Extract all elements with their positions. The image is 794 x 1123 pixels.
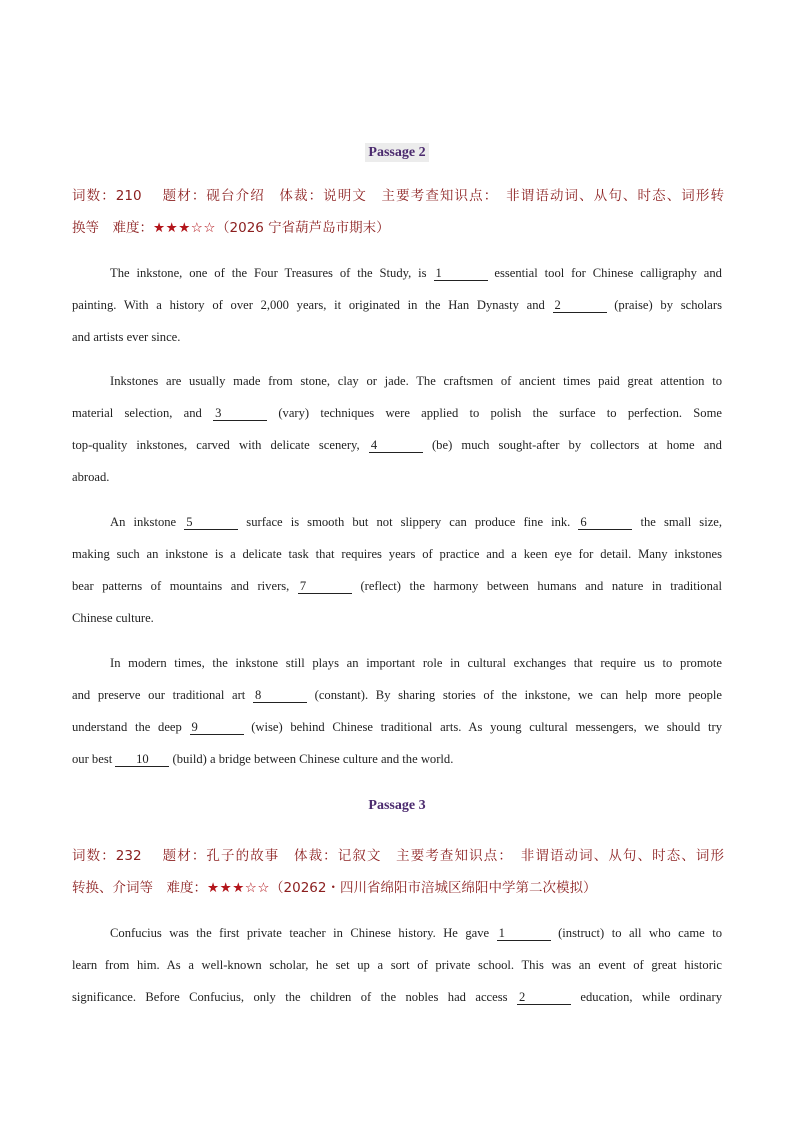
passage2-meta-line1: 词数：210 题材：砚台介绍 体裁：说明文 主要考查知识点： 非谓语动词、从句、时态、词形转	[72, 188, 724, 204]
passage3-meta-line1: 词数：232 题材：孔子的故事 体裁：记叙文 主要考查知识点： 非谓语动词、从句、时态、词形	[72, 848, 724, 864]
source-note: （20262・四川省绵阳市涪城区绵阳中学第二次模拟）	[270, 880, 597, 896]
passage3-meta-line2: 转换、介词等 难度：★★★☆☆（20262・四川省绵阳市涪城区绵阳中学第二次模拟）	[72, 880, 597, 896]
blank-3[interactable]: 3	[213, 406, 267, 421]
passage2-meta-line2: 换等 难度：★★★☆☆（2026 宁省葫芦岛市期末）	[72, 220, 390, 236]
passage2-paragraph-4: In modern times, the inkstone still plays an important role in cultural exchanges that require us to promote and preserve our traditional art 8 (constant). By sharing stories of the inkstone, we can help more people understand the deep 9 (wise) behind Chinese traditional arts. As young cultural messengers, we should try our best 10 (build) a bridge between Chinese culture and the world.	[72, 656, 723, 766]
source-note: （2026 宁省葫芦岛市期末）	[216, 220, 390, 236]
blank-7[interactable]: 7	[298, 579, 352, 594]
blank-2[interactable]: 2	[517, 990, 571, 1005]
difficulty-stars: ★★★☆☆	[207, 880, 271, 896]
passage2-paragraph-3: An inkstone 5 surface is smooth but not slippery can produce fine ink. 6 the small size, making such an inkstone is a delicate task that requires years of practice and a keen eye for detail. Many inkstones bear patterns of mountains and rivers, 7 (reflect) the harmony between humans and nature in traditional Chinese culture.	[72, 515, 723, 625]
blank-6[interactable]: 6	[578, 515, 632, 530]
passage2-title: Passage 2	[0, 145, 794, 161]
blank-9[interactable]: 9	[190, 720, 244, 735]
blank-1[interactable]: 1	[497, 926, 551, 941]
blank-5[interactable]: 5	[184, 515, 238, 530]
passage3-paragraph-1: Confucius was the first private teacher in Chinese history. He gave 1 (instruct) to all who came to learn from him. As a well-known scholar, he set up a sort of private school. This was an event of great historic significance. Before Confucius, only the children of the nobles had access 2 education, while ordinary	[72, 926, 723, 1004]
blank-10[interactable]: 10	[115, 752, 169, 767]
passage3-meta	[72, 846, 724, 910]
passage2-paragraph-2: Inkstones are usually made from stone, clay or jade. The craftsmen of ancient times paid great attention to material selection, and 3 (vary) techniques were applied to polish the surface to perfection. Some top-quality inkstones, carved with delicate scenery, 4 (be) much sought-after by collectors at home and abroad.	[72, 374, 722, 484]
passage3-title: Passage 3	[368, 798, 426, 813]
blank-8[interactable]: 8	[253, 688, 307, 703]
difficulty-stars: ★★★☆☆	[153, 220, 217, 236]
blank-1[interactable]: 1	[434, 266, 488, 281]
passage2-meta	[72, 186, 724, 250]
blank-4[interactable]: 4	[369, 438, 423, 453]
passage2-paragraph-1: The inkstone, one of the Four Treasures of the Study, is 1 essential tool for Chinese calligraphy and painting. With a history of over 2,000 years, it originated in the Han Dynasty and 2 (praise) by scholars and artists ever since.	[72, 266, 722, 344]
blank-2[interactable]: 2	[553, 298, 607, 313]
